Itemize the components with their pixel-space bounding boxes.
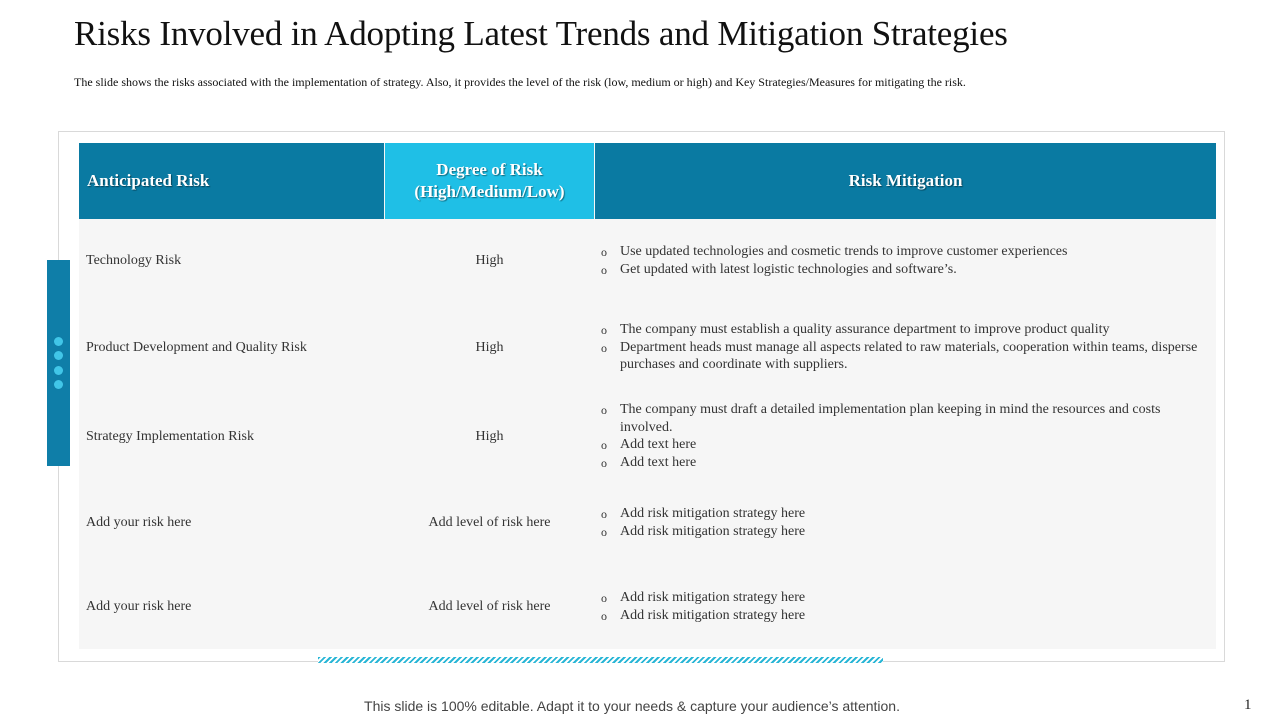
mitigation-list bbox=[601, 401, 1201, 471]
bullet-icon: o bbox=[601, 591, 607, 605]
risk-level: Add level of risk here bbox=[428, 599, 551, 614]
mitigation-item: o Add risk mitigation strategy here bbox=[601, 589, 1201, 607]
mitigation-list bbox=[601, 243, 1201, 278]
decorative-stripe bbox=[318, 657, 883, 663]
mitigation-item: o Department heads must manage all aspects related to raw materials, cooperation within teams, disperse purchases and coordinate with suppliers. bbox=[601, 339, 1198, 372]
bullet-icon: o bbox=[601, 608, 607, 623]
slide-title: Risks Involved in Adopting Latest Trends and Mitigation Strategies bbox=[74, 14, 1008, 53]
accent-dot bbox=[54, 366, 63, 375]
risk-table bbox=[79, 143, 1216, 649]
mitigation-item: o Add risk mitigation strategy here bbox=[601, 523, 1201, 541]
risk-name: Add your risk here bbox=[86, 599, 192, 614]
mitigation-item: o The company must establish a quality assurance department to improve product quality bbox=[601, 321, 1201, 339]
risk-name: Strategy Implementation Risk bbox=[86, 429, 254, 444]
mitigation-item: o The company must draft a detailed implementation plan keeping in mind the resources and costs involved. bbox=[601, 402, 1161, 435]
bullet-icon: o bbox=[601, 340, 607, 355]
risk-name: Technology Risk bbox=[86, 253, 182, 268]
mitigation-item: o Add risk mitigation strategy here bbox=[601, 607, 1201, 625]
page-number: 1 bbox=[1244, 697, 1252, 713]
table-header bbox=[79, 143, 1216, 219]
bullet-icon: o bbox=[601, 403, 607, 417]
risk-level: Add level of risk here bbox=[428, 515, 551, 530]
bullet-icon: o bbox=[601, 507, 607, 521]
risk-name: Add your risk here bbox=[86, 515, 192, 530]
bullet-icon: o bbox=[601, 455, 607, 470]
mitigation-item: o Use updated technologies and cosmetic trends to improve customer experiences bbox=[601, 243, 1201, 261]
mitigation-item: o Add risk mitigation strategy here bbox=[601, 505, 1201, 523]
accent-dot bbox=[54, 337, 63, 346]
side-accent-tab bbox=[47, 260, 70, 466]
accent-dot bbox=[54, 380, 63, 389]
header-anticipated-risk: Anticipated Risk bbox=[79, 143, 384, 219]
slide-subtitle: The slide shows the risks associated with the implementation of strategy. Also, it provides the level of the risk (low, medium or high) and Key Strategies/Measures for mitigating the risk. bbox=[74, 75, 966, 89]
header-risk-mitigation: Risk Mitigation bbox=[595, 143, 1216, 219]
bullet-icon: o bbox=[601, 323, 607, 337]
header-degree-line2: (High/Medium/Low) bbox=[414, 182, 565, 201]
bullet-icon: o bbox=[601, 245, 607, 259]
risk-level: High bbox=[475, 429, 504, 444]
bullet-icon: o bbox=[601, 262, 607, 277]
risk-level: High bbox=[475, 340, 504, 355]
mitigation-item: o Get updated with latest logistic technologies and software’s. bbox=[601, 261, 1201, 279]
mitigation-item: o Add text here bbox=[601, 454, 1201, 472]
accent-dot bbox=[54, 351, 63, 360]
risk-name: Product Development and Quality Risk bbox=[86, 340, 307, 355]
footer-note: This slide is 100% editable. Adapt it to your needs & capture your audience’s attention. bbox=[364, 698, 900, 714]
header-degree-of-risk bbox=[385, 143, 594, 219]
mitigation-list bbox=[601, 589, 1201, 624]
mitigation-item: o Add text here bbox=[601, 436, 1201, 454]
bullet-icon: o bbox=[601, 438, 607, 452]
risk-level: High bbox=[475, 253, 504, 268]
mitigation-list bbox=[601, 505, 1201, 540]
mitigation-list bbox=[601, 321, 1201, 374]
bullet-icon: o bbox=[601, 524, 607, 539]
header-degree-line1: Degree of Risk bbox=[436, 160, 543, 179]
